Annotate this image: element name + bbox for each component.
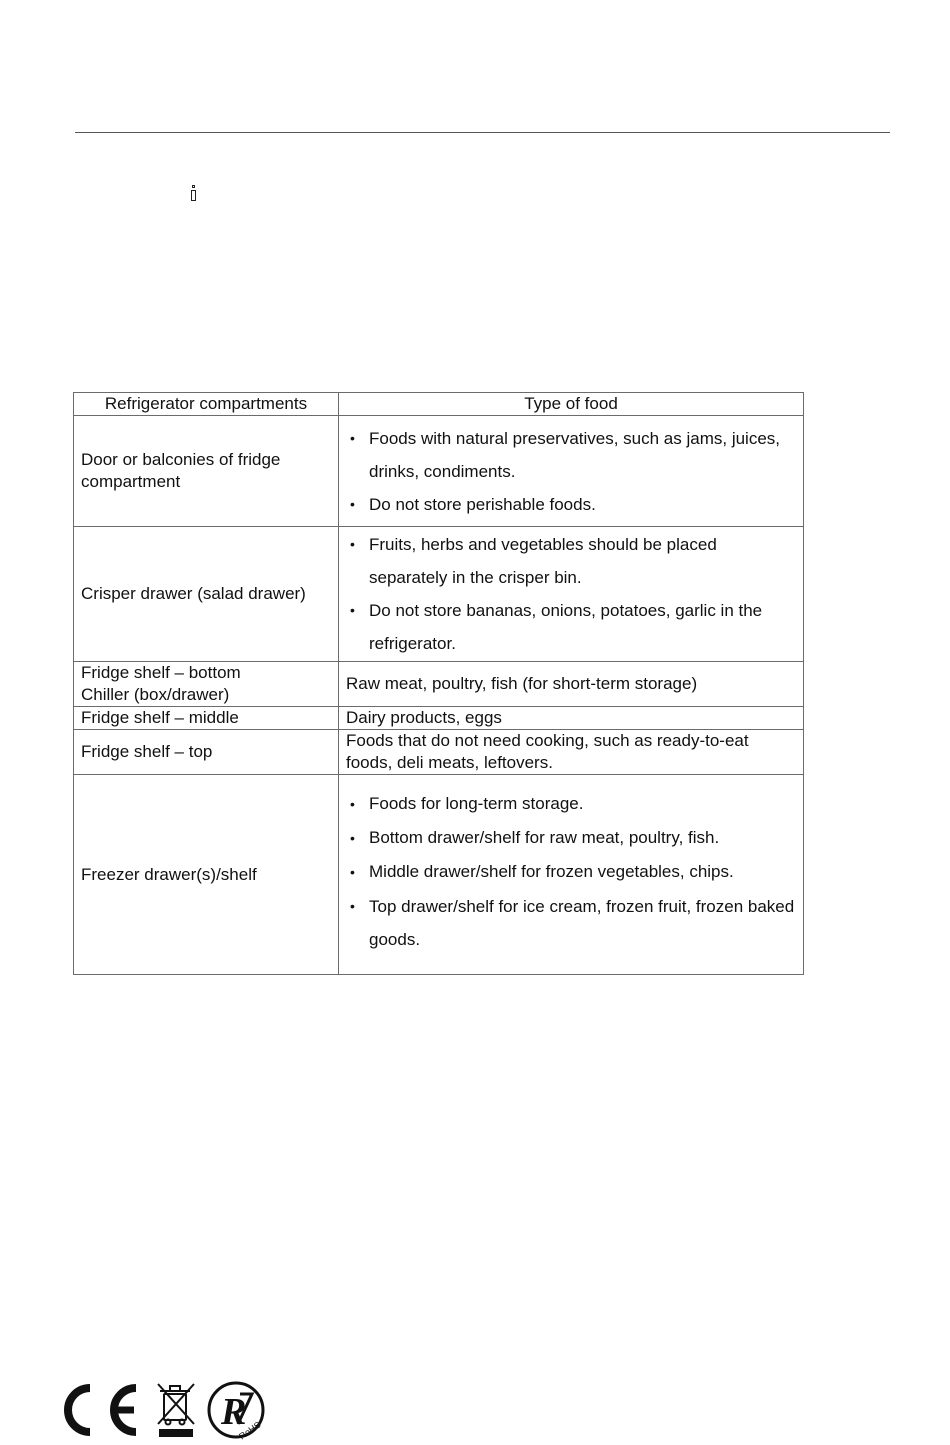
list-item: • Foods for long-term storage. [346, 793, 796, 815]
column-header-food-type: Type of food [339, 393, 804, 416]
weee-crossed-bin-icon [158, 1384, 194, 1436]
list-item: • Top drawer/shelf for ice cream, frozen fruit, frozen baked goods. [346, 890, 796, 956]
compliance-marks [60, 1380, 270, 1440]
compartment-cell: Fridge shelf – middle [74, 707, 339, 730]
rohs-mark-icon [209, 1383, 263, 1440]
list-item: • Fruits, herbs and vegetables should be placed separately in the crisper bin. [346, 528, 796, 594]
table-row [74, 527, 804, 662]
food-cell [339, 527, 804, 662]
list-item: • Bottom drawer/shelf for raw meat, poultry, fish. [346, 827, 796, 849]
food-cell [339, 416, 804, 527]
svg-text:RoHS: RoHS [237, 1419, 263, 1440]
table-header-row [74, 393, 804, 416]
info-icon [190, 185, 197, 201]
list-item: • Do not store perishable foods. [346, 488, 796, 521]
table-row [74, 662, 804, 707]
compartment-cell: Fridge shelf – top [74, 730, 339, 775]
compartment-cell [74, 662, 339, 707]
list-item: • Middle drawer/shelf for frozen vegetables, chips. [346, 861, 796, 883]
food-cell: Foods that do not need cooking, such as ready-to-eat foods, deli meats, leftovers. [339, 730, 804, 775]
table-row [74, 416, 804, 527]
svg-text:R: R [221, 1391, 247, 1433]
table-row [74, 775, 804, 975]
table-row [74, 707, 804, 730]
list-item: • Foods with natural preservatives, such as jams, juices, drinks, condiments. [346, 422, 796, 488]
food-storage-table [73, 392, 804, 975]
ce-mark-icon [68, 1388, 136, 1432]
compartment-line: Fridge shelf – bottom [81, 663, 241, 682]
list-item: • Do not store bananas, onions, potatoes, garlic in the refrigerator. [346, 594, 796, 660]
food-cell [339, 775, 804, 975]
food-cell: Dairy products, eggs [339, 707, 804, 730]
compartment-cell: Crisper drawer (salad drawer) [74, 527, 339, 662]
food-cell: Raw meat, poultry, fish (for short-term storage) [339, 662, 804, 707]
compartment-cell: Door or balconies of fridge compartment [74, 416, 339, 527]
compartment-cell: Freezer drawer(s)/shelf [74, 775, 339, 975]
column-header-compartments: Refrigerator compartments [74, 393, 339, 416]
header-rule [75, 132, 890, 133]
table-row [74, 730, 804, 775]
compartment-line: Chiller (box/drawer) [81, 685, 230, 704]
